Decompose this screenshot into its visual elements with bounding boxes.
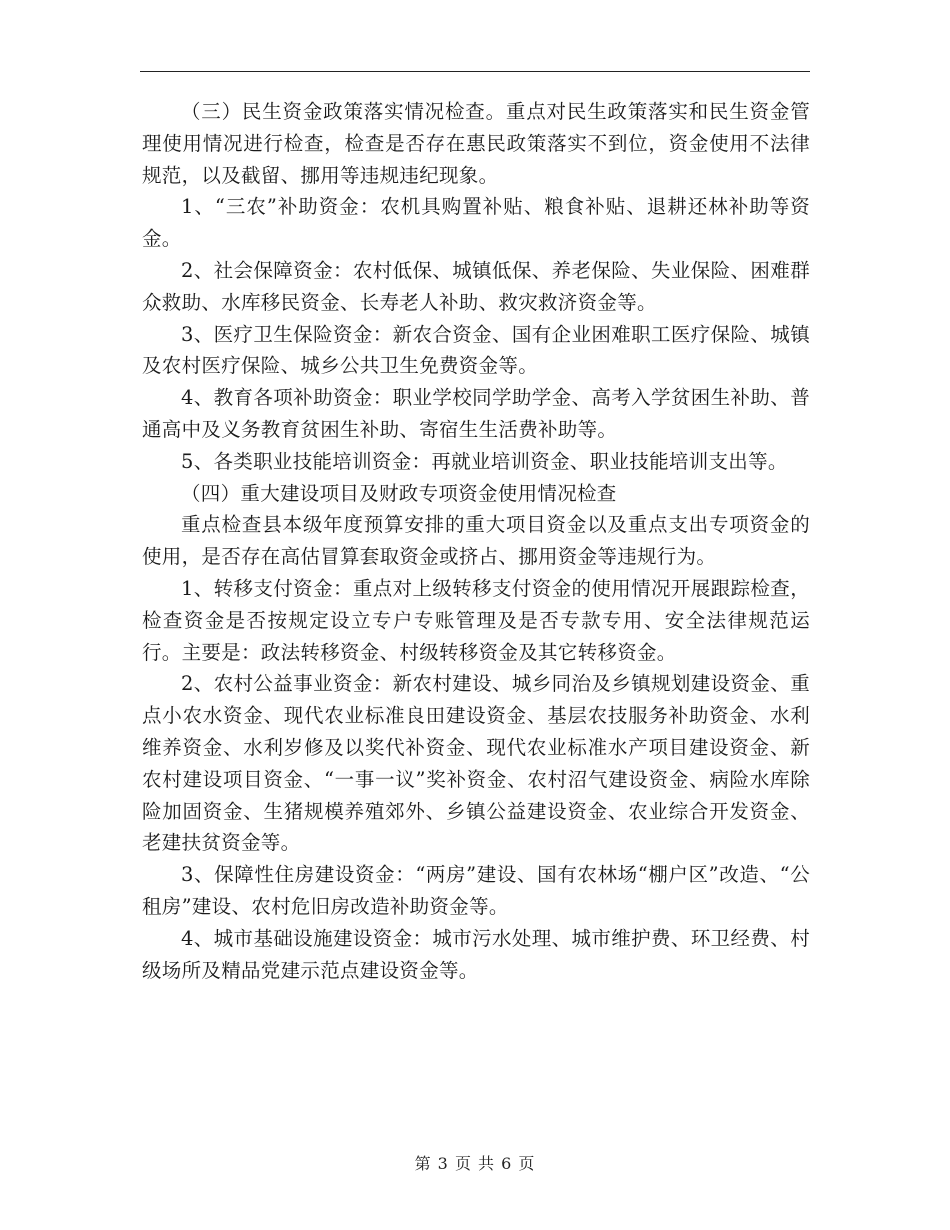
page-number: 第 3 页 共 6 页	[414, 1154, 536, 1173]
paragraph-item-transfer-payment-funds: 1、转移支付资金：重点对上级转移支付资金的使用情况开展跟踪检查，检查资金是否按规定设立专户专账管理及是否专款专用、安全法律规范运行。主要是：政法转移资金、村级转移资金及其它转移资金。	[142, 576, 810, 664]
paragraph-section-3-heading: （三）民生资金政策落实情况检查。重点对民生政策落实和民生资金管理使用情况进行检查，检查是否存在惠民政策落实不到位，资金使用不法律规范，以及截留、挪用等违规违纪现象。	[142, 100, 810, 187]
paragraph-section-4-summary: 重点检查县本级年度预算安排的重大项目资金以及重点支出专项资金的使用，是否存在高估冒算套取资金或挤占、挪用资金等违规行为。	[142, 513, 810, 569]
header-rule	[140, 71, 810, 72]
paragraph-item-housing-funds: 3、保障性住房建设资金：“两房”建设、国有农林场“棚户区”改造、“公租房”建设、农村危旧房改造补助资金等。	[142, 863, 810, 918]
paragraph-section-4-heading: （四）重大建设项目及财政专项资金使用情况检查	[181, 481, 617, 505]
paragraph-item-education-subsidy-funds: 4、教育各项补助资金：职业学校同学助学金、高考入学贫困生补助、普通高中及义务教育贫困生补助、寄宿生生活费补助等。	[142, 386, 810, 441]
paragraph-item-social-security-funds: 2、社会保障资金：农村低保、城镇低保、养老保险、失业保险、困难群众救助、水库移民资金、长寿老人补助、救灾救济资金等。	[142, 258, 810, 314]
paragraph-item-medical-insurance-funds: 3、医疗卫生保险资金：新农合资金、国有企业困难职工医疗保险、城镇及农村医疗保险、城乡公共卫生免费资金等。	[142, 322, 810, 378]
paragraph-item-rural-public-welfare-funds: 2、农村公益事业资金：新农村建设、城乡同治及乡镇规划建设资金、重点小农水资金、现代农业标准良田建设资金、基层农技服务补助资金、水利维养资金、水利岁修及以奖代补资金、现代农业标准水产项目建设资金、新农村建设项目资金、“一事一议”奖补资金、农村沼气建设资金、病险水库除险加固资金、生猪规模养殖郊外、乡镇公益建设资金、农业综合开发资金、老建扶贫资金等。	[142, 672, 810, 855]
paragraph-item-training-funds: 5、各类职业技能培训资金：再就业培训资金、职业技能培训支出等。	[181, 449, 788, 473]
paragraph-item-urban-infrastructure-funds: 4、城市基础设施建设资金：城市污水处理、城市维护费、环卫经费、村级场所及精品党建示范点建设资金等。	[142, 926, 810, 982]
document-body	[142, 96, 810, 986]
paragraph-item-sannong-funds: 1、“三农”补助资金：农机具购置补贴、粮食补贴、退耕还林补助等资金。	[142, 195, 810, 251]
